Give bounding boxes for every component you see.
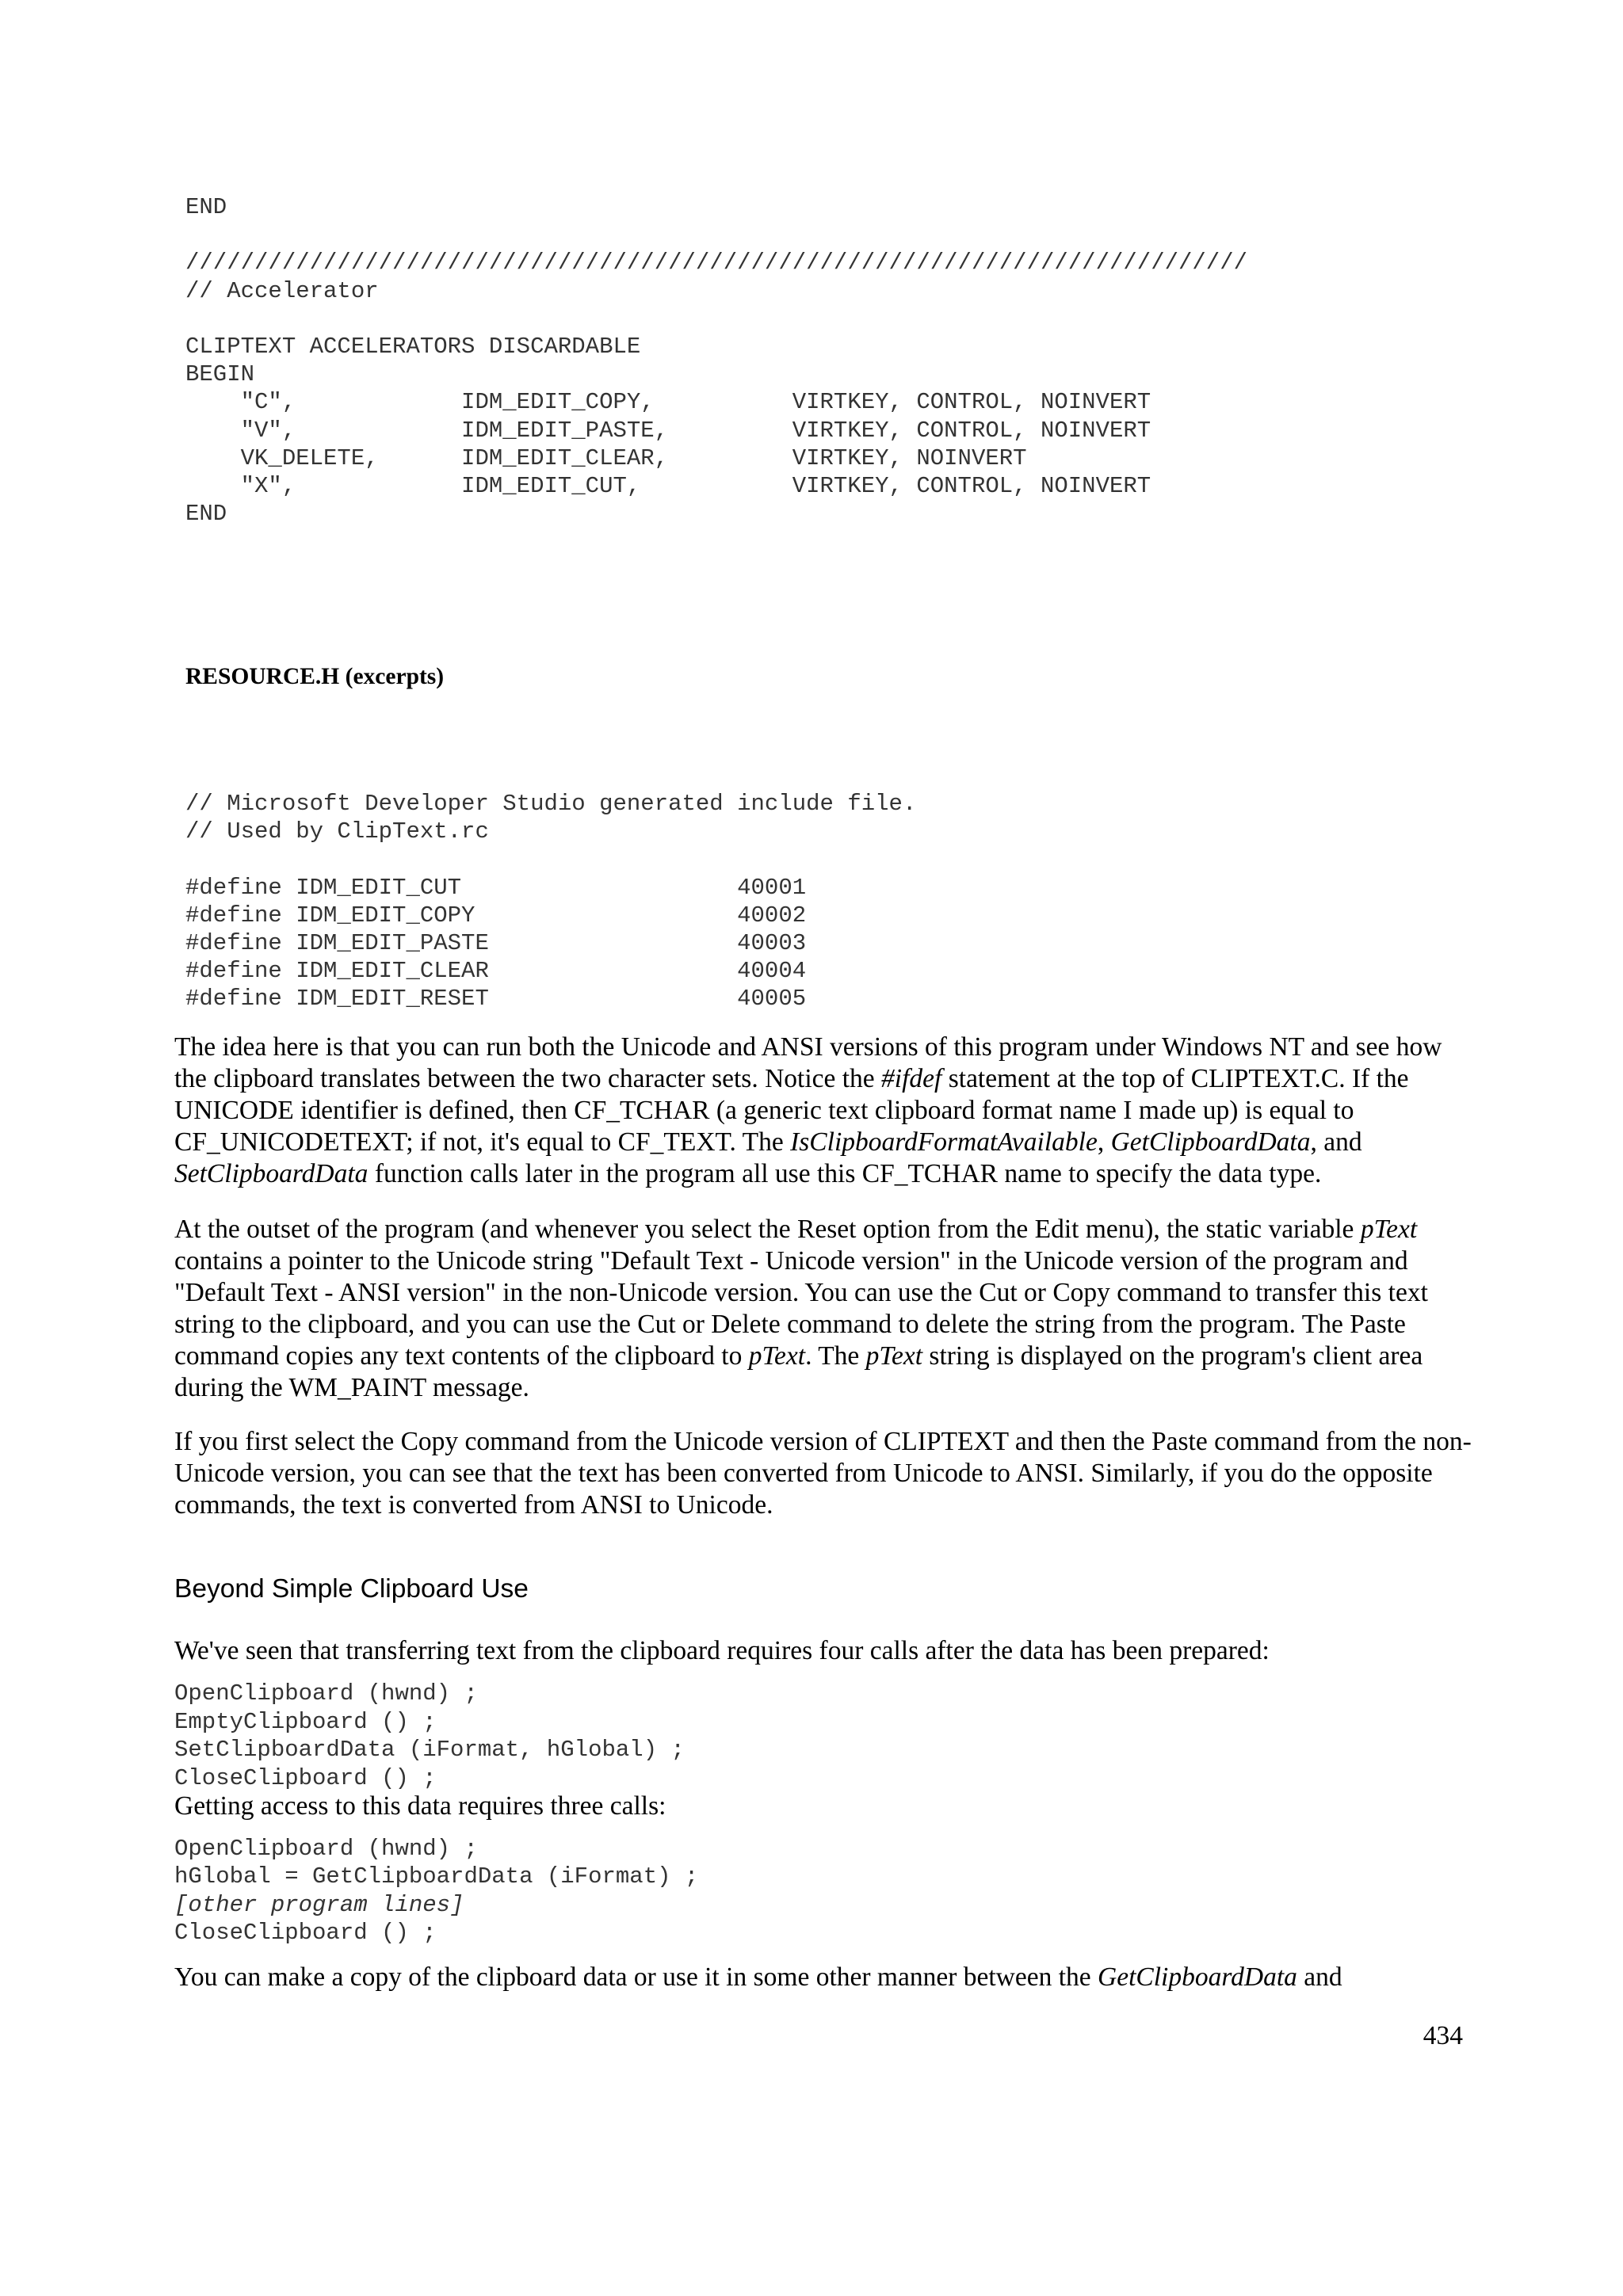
code-line: EmptyClipboard () ; — [174, 1708, 437, 1735]
code-line: // Used by ClipText.rc — [185, 818, 489, 845]
code-line: SetClipboardData (iFormat, hGlobal) ; — [174, 1737, 685, 1763]
paragraph-make-copy — [174, 1962, 1474, 1993]
code-line: END — [185, 194, 227, 220]
text-run: string is displayed on the program's client area during the WM_PAINT message. — [174, 1341, 1423, 1402]
text-run: and — [1296, 1962, 1342, 1992]
paragraph-three-calls: Getting access to this data requires three calls: — [174, 1791, 666, 1821]
code-line-placeholder: [other program lines] — [174, 1891, 464, 1918]
code-line: OpenClipboard (hwnd) ; — [174, 1680, 478, 1707]
code-line: #define IDM_EDIT_PASTE 40003 — [185, 930, 807, 957]
text-run: , — [1097, 1127, 1111, 1157]
italic-term: #ifdef — [881, 1064, 942, 1093]
paragraph-ptext — [174, 1214, 1474, 1404]
code-block-resource-h — [185, 790, 916, 1013]
code-line: CloseClipboard () ; — [174, 1764, 437, 1791]
code-line: OpenClipboard (hwnd) ; — [174, 1836, 478, 1862]
paragraph-copy-paste: If you first select the Copy command from the Unicode version of CLIPTEXT and then the Paste command from the non-Unicode version, you can see that the text has been converted from Unicode to ANSI. Similarly, if you do the opposite commands, the text is converted from ANSI to Unicode. — [174, 1427, 1472, 1520]
text-run: The idea here is that you can run both the Unicode and ANSI versions of this program under Windows NT and see how the clipboard translates between the two character sets. Notice the — [174, 1032, 1442, 1093]
italic-term: GetClipboardData — [1110, 1127, 1311, 1157]
code-line: "X", IDM_EDIT_CUT, VIRTKEY, CONTROL, NOINVERT — [185, 473, 1151, 500]
code-line: #define IDM_EDIT_COPY 40002 — [185, 902, 807, 929]
code-line: "C", IDM_EDIT_COPY, VIRTKEY, CONTROL, NOINVERT — [185, 389, 1151, 416]
code-line: CLIPTEXT ACCELERATORS DISCARDABLE — [185, 334, 641, 360]
code-line: VK_DELETE, IDM_EDIT_CLEAR, VIRTKEY, NOINVERT — [185, 444, 1027, 471]
code-line: hGlobal = GetClipboardData (iFormat) ; — [174, 1863, 699, 1890]
code-line: "V", IDM_EDIT_PASTE, VIRTKEY, CONTROL, NOINVERT — [185, 417, 1151, 444]
italic-term: IsClipboardFormatAvailable — [790, 1127, 1098, 1157]
italic-term: pText — [748, 1341, 806, 1371]
code-line: #define IDM_EDIT_CUT 40001 — [185, 874, 807, 901]
text-run: You can make a copy of the clipboard data or use it in some other manner between the — [174, 1962, 1098, 1992]
code-line: BEGIN — [185, 361, 255, 388]
code-block-set-clipboard — [174, 1680, 685, 1792]
code-line: CloseClipboard () ; — [174, 1919, 437, 1946]
code-line: #define IDM_EDIT_CLEAR 40004 — [185, 958, 807, 985]
code-line: #define IDM_EDIT_RESET 40005 — [185, 986, 807, 1013]
code-block-accelerators — [185, 193, 1247, 528]
text-run: statement at the top of CLIPTEXT.C. If the UNICODE identifier is defined, then CF_TCHAR (a generic text clipboard format name I made up) is equal to CF_UNICODETEXT; if not, it's equal to CF_TEXT. The — [174, 1064, 1409, 1157]
text-run: . The — [805, 1341, 866, 1371]
italic-term: pText — [1360, 1215, 1418, 1244]
code-line: // Microsoft Developer Studio generated include file. — [185, 791, 917, 817]
paragraph-four-calls: We've seen that transferring text from the clipboard requires four calls after the data has been prepared: — [174, 1636, 1270, 1665]
code-block-get-clipboard — [174, 1835, 698, 1947]
section-heading: Beyond Simple Clipboard Use — [174, 1574, 529, 1604]
code-line: // Accelerator — [185, 277, 379, 304]
text-run: , and — [1310, 1127, 1362, 1157]
text-run: function calls later in the program all use this CF_TCHAR name to specify the data type. — [368, 1159, 1322, 1188]
page-number: 434 — [1423, 2021, 1463, 2050]
text-run: contains a pointer to the Unicode string "Default Text - Unicode version" in the Unicode version of the program and "Default Text - ANSI version" in the non-Unicode version. You can use the Cut or Copy command to transfer this text string to the clipboard, and you can use the Cut or Delete command to delete the string from the program. The Paste command copies any text contents of the clipboard to — [174, 1246, 1428, 1371]
italic-term: pText — [865, 1341, 923, 1371]
code-line: ///////////////////////////////////////////////////////////////////////////// — [185, 250, 1248, 277]
text-run: At the outset of the program (and whenever you select the Reset option from the Edit menu), the static variable — [174, 1215, 1361, 1244]
resource-h-heading: RESOURCE.H (excerpts) — [185, 664, 445, 689]
paragraph-unicode-ansi — [174, 1032, 1474, 1190]
italic-term: SetClipboardData — [174, 1159, 369, 1188]
code-line: END — [185, 501, 227, 528]
italic-term: GetClipboardData — [1098, 1962, 1297, 1992]
